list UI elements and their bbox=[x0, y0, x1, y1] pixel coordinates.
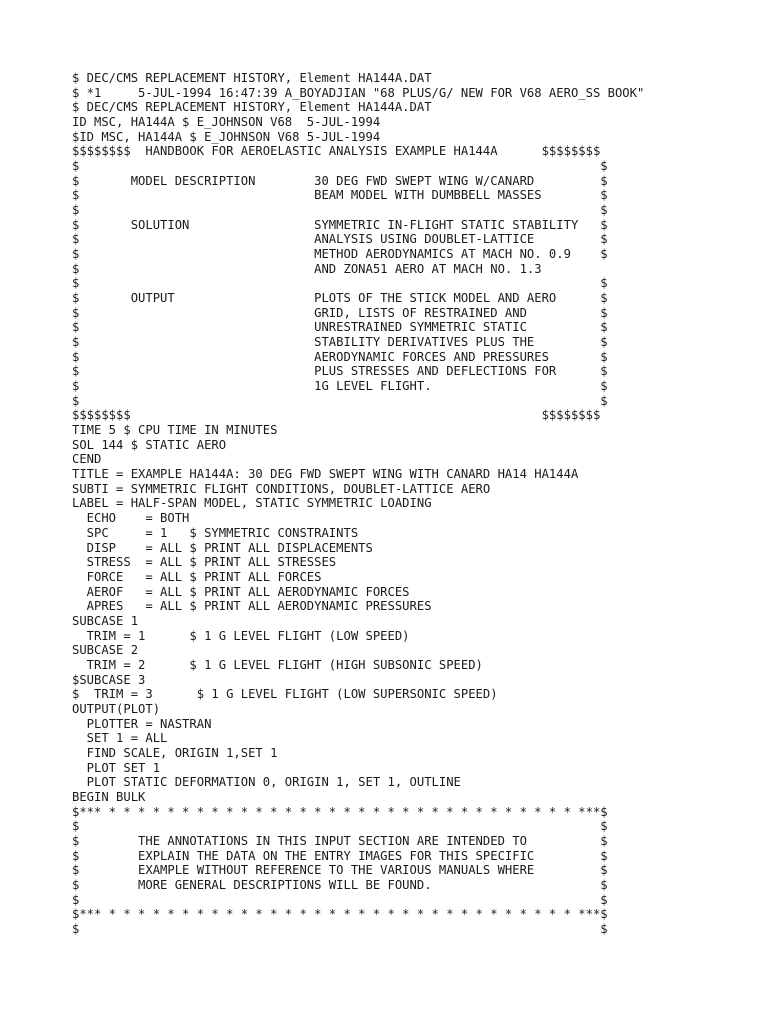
listing-line: $ $ bbox=[72, 819, 608, 834]
listing-line: SOL 144 $ STATIC AERO bbox=[72, 437, 227, 452]
nastran-input-listing bbox=[72, 71, 644, 937]
listing-line: $*** * * * * * * * * * * * * * * * * * * * * * * * * * * * * * * * * ***$ bbox=[72, 804, 608, 819]
listing-line: $ $ bbox=[72, 203, 608, 218]
listing-line: $ $ bbox=[72, 921, 608, 936]
listing-line: $ MODEL DESCRIPTION 30 DEG FWD SWEPT WING W/CANARD $ bbox=[72, 173, 608, 188]
listing-line: SUBCASE 1 bbox=[72, 613, 139, 628]
listing-line: SPC = 1 $ SYMMETRIC CONSTRAINTS bbox=[72, 525, 359, 540]
listing-line: $$$$$$$$ HANDBOOK FOR AEROELASTIC ANALYSIS EXAMPLE HA144A $$$$$$$$ bbox=[72, 144, 601, 159]
listing-line: ECHO = BOTH bbox=[72, 511, 190, 526]
listing-line: $ EXAMPLE WITHOUT REFERENCE TO THE VARIOUS MANUALS WHERE $ bbox=[72, 863, 608, 878]
listing-line: $ OUTPUT PLOTS OF THE STICK MODEL AND AERO $ bbox=[72, 291, 608, 306]
listing-line: $ DEC/CMS REPLACEMENT HISTORY, Element HA144A.DAT bbox=[72, 71, 432, 85]
listing-line: TRIM = 2 $ 1 G LEVEL FLIGHT (HIGH SUBSONIC SPEED) bbox=[72, 657, 483, 672]
listing-line: $ $ bbox=[72, 892, 608, 907]
listing-line: $$$$$$$$ $$$$$$$$ bbox=[72, 408, 601, 423]
listing-line: $ DEC/CMS REPLACEMENT HISTORY, Element HA144A.DAT bbox=[72, 100, 432, 115]
listing-line: TITLE = EXAMPLE HA144A: 30 DEG FWD SWEPT WING WITH CANARD HA14 HA144A bbox=[72, 467, 579, 482]
listing-line: OUTPUT(PLOT) bbox=[72, 701, 161, 716]
listing-line: STRESS = ALL $ PRINT ALL STRESSES bbox=[72, 555, 337, 570]
listing-line: LABEL = HALF-SPAN MODEL, STATIC SYMMETRIC LOADING bbox=[72, 496, 432, 511]
listing-line: $ $ bbox=[72, 393, 608, 408]
listing-line: SUBCASE 2 bbox=[72, 643, 139, 658]
listing-line: $ PLUS STRESSES AND DEFLECTIONS FOR $ bbox=[72, 364, 608, 379]
listing-line: FORCE = ALL $ PRINT ALL FORCES bbox=[72, 569, 322, 584]
listing-line: SUBTI = SYMMETRIC FLIGHT CONDITIONS, DOUBLET-LATTICE AERO bbox=[72, 481, 491, 496]
listing-line: $ GRID, LISTS OF RESTRAINED AND $ bbox=[72, 305, 608, 320]
listing-line: $ EXPLAIN THE DATA ON THE ENTRY IMAGES FOR THIS SPECIFIC $ bbox=[72, 848, 608, 863]
listing-line: BEGIN BULK bbox=[72, 789, 146, 804]
listing-line: $ $ bbox=[72, 159, 608, 174]
listing-line: $ SOLUTION SYMMETRIC IN-FLIGHT STATIC STABILITY $ bbox=[72, 217, 608, 232]
listing-line: $ BEAM MODEL WITH DUMBBELL MASSES $ bbox=[72, 188, 608, 203]
listing-line: TIME 5 $ CPU TIME IN MINUTES bbox=[72, 423, 278, 438]
listing-line: $ UNRESTRAINED SYMMETRIC STATIC $ bbox=[72, 320, 608, 335]
listing-line: $ID MSC, HA144A $ E_JOHNSON V68 5-JUL-1994 bbox=[72, 129, 381, 144]
listing-line: $ TRIM = 3 $ 1 G LEVEL FLIGHT (LOW SUPERSONIC SPEED) bbox=[72, 687, 498, 702]
listing-line: DISP = ALL $ PRINT ALL DISPLACEMENTS bbox=[72, 540, 373, 555]
listing-line: $ $ bbox=[72, 276, 608, 291]
listing-line: PLOT SET 1 bbox=[72, 760, 161, 775]
listing-line: AEROF = ALL $ PRINT ALL AERODYNAMIC FORCES bbox=[72, 584, 410, 599]
listing-line: $ AND ZONA51 AERO AT MACH NO. 1.3 bbox=[72, 261, 542, 276]
listing-line: TRIM = 1 $ 1 G LEVEL FLIGHT (LOW SPEED) bbox=[72, 628, 410, 643]
listing-line: $ METHOD AERODYNAMICS AT MACH NO. 0.9 $ bbox=[72, 247, 608, 262]
listing-line: $ AERODYNAMIC FORCES AND PRESSURES $ bbox=[72, 349, 608, 364]
listing-line: PLOT STATIC DEFORMATION 0, ORIGIN 1, SET 1, OUTLINE bbox=[72, 775, 461, 790]
listing-line: SET 1 = ALL bbox=[72, 731, 168, 746]
listing-line: CEND bbox=[72, 452, 102, 467]
listing-line: APRES = ALL $ PRINT ALL AERODYNAMIC PRESSURES bbox=[72, 599, 432, 614]
listing-line: $ 1G LEVEL FLIGHT. $ bbox=[72, 379, 608, 394]
listing-line: $ MORE GENERAL DESCRIPTIONS WILL BE FOUND. $ bbox=[72, 877, 608, 892]
listing-line: $ *1 5-JUL-1994 16:47:39 A_BOYADJIAN "68 PLUS/G/ NEW FOR V68 AERO_SS BOOK" bbox=[72, 85, 645, 100]
listing-line: PLOTTER = NASTRAN bbox=[72, 716, 212, 731]
listing-line: $ THE ANNOTATIONS IN THIS INPUT SECTION ARE INTENDED TO $ bbox=[72, 833, 608, 848]
listing-line: $*** * * * * * * * * * * * * * * * * * * * * * * * * * * * * * * * * ***$ bbox=[72, 907, 608, 922]
listing-line: $ STABILITY DERIVATIVES PLUS THE $ bbox=[72, 335, 608, 350]
listing-line: ID MSC, HA144A $ E_JOHNSON V68 5-JUL-1994 bbox=[72, 115, 381, 130]
listing-line: $SUBCASE 3 bbox=[72, 672, 146, 687]
listing-line: FIND SCALE, ORIGIN 1,SET 1 bbox=[72, 745, 278, 760]
listing-line: $ ANALYSIS USING DOUBLET-LATTICE $ bbox=[72, 232, 608, 247]
